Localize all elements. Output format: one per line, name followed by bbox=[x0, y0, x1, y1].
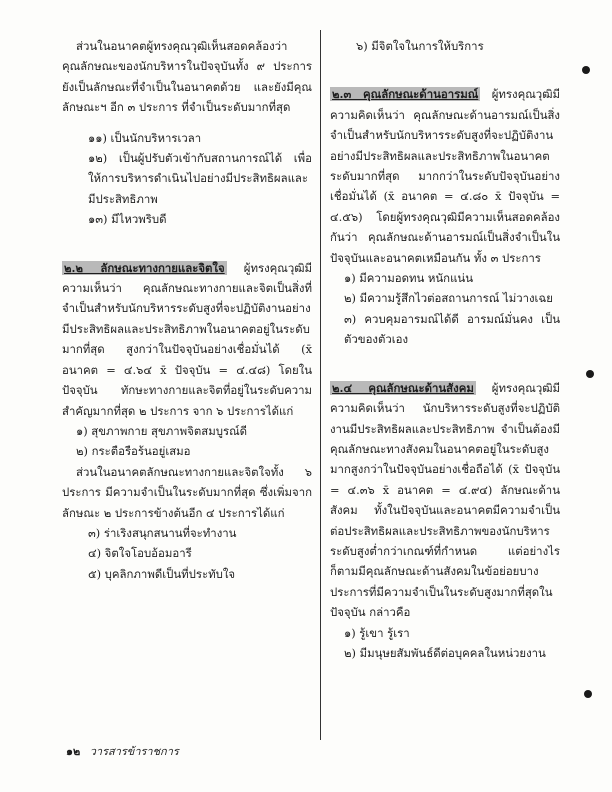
list-item: ๒) มีความรู้สึกไวต่อสถานการณ์ ไม่วางเฉย bbox=[344, 291, 553, 306]
list-item: ๓) ควบคุมอารมณ์ได้ดี อารมณ์มั่นคง เป็นตัวของตัวเอง bbox=[344, 311, 560, 347]
list-item: ๑๑) เป็นนักบริหารเวลา bbox=[88, 130, 202, 145]
section-2-2-paragraph bbox=[62, 258, 312, 421]
list-item: ๑๒) เป็นผู้ปรับตัวเข้ากับสถานการณ์ได้ เพื่อให้การบริหารดำเนินไปอย่างมีประสิทธิผลและมีประสิทธิภาพ bbox=[88, 151, 312, 206]
section-2-3-body: ผู้ทรงคุณวุฒิมีความคิดเห็นว่า คุณลักษณะด้านอารมณ์เป็นสิ่งจำเป็นสำหรับนักบริหารระดับสูงที่จะปฏิบัติงานอย่างมีประสิทธิผลและประสิทธิภาพในอนาคตระดับมากที่สุด มากกว่าในระดับปัจจุบันอย่างเชื่อมั่นได้ (x̄ อนาคต = ๔.๘๐ x̄ ปัจจุบัน = ๔.๕๖) โดยผู้ทรงคุณวุฒิมีความเห็นสอดคล้องกันว่า คุณลักษณะด้านอารมณ์เป็นสิ่งจำเป็นในปัจจุบันและอนาคตเหมือนกัน ทั้ง ๓ ประการ bbox=[330, 87, 560, 265]
section-2-3-paragraph bbox=[330, 84, 560, 268]
list-item: ๕) บุคลิกภาพดีเป็นที่ประทับใจ bbox=[88, 566, 236, 581]
list-item: ๑) มีความอดทน หนักแน่น bbox=[344, 271, 473, 286]
section-heading-2-3: ๒.๓ คุณลักษณะด้านอารมณ์ bbox=[332, 87, 479, 102]
page-number: ๑๒ bbox=[66, 745, 81, 758]
list-item: ๑๓) มีไหวพริบดี bbox=[88, 212, 167, 227]
list-item: ๖) มีจิตใจในการให้บริการ bbox=[356, 39, 484, 53]
paragraph-future-physical: ส่วนในอนาคตลักษณะทางกายและจิตใจทั้ง ๖ ประการ มีความจำเป็นในระดับมากที่สุด ซึ่งเพิ่มจากลักษณะ ๒ ประการข้างต้นอีก ๔ ประการได้แก่ bbox=[62, 464, 312, 520]
list-item: ๔) จิตใจโอบอ้อมอารี bbox=[88, 546, 192, 561]
punch-hole-mark bbox=[586, 370, 594, 378]
list-item: ๑) รู้เขา รู้เรา bbox=[344, 625, 410, 640]
section-heading-2-2: ๒.๒ ลักษณะทางกายและจิตใจ bbox=[64, 260, 225, 275]
section-2-4-body: ผู้ทรงคุณวุฒิมีความคิดเห็นว่า นักบริหารระดับสูงที่จะปฏิบัติงานมีประสิทธิผลและประสิทธิภาพ จำเป็นต้องมีคุณลักษณะทางสังคมในอนาคตอยู่ในระดับสูงมากสูงกว่าในปัจจุบันอย่างเชื่อถือได้ (x̄ ปัจจุบัน = ๔.๓๖ x̄ อนาคต = ๔.๙๔) ลักษณะด้านสังคม ทั้งในปัจจุบันและอนาคตมีความจำเป็นต่อประสิทธิผลและประสิทธิภาพของนักบริหารระดับสูงต่ำกว่าเกณฑ์ที่กำหนด แต่อย่างไรก็ตามมีคุณลักษณะด้านสังคมในข้อย่อยบางประการที่มีความจำเป็นในระดับสูงมากที่สุดในปัจจุบัน กล่าวคือ bbox=[330, 380, 561, 620]
list-item: ๓) ร่าเริงสนุกสนานที่จะทำงาน bbox=[88, 525, 237, 540]
section-2-2-body: ผู้ทรงคุณวุฒิมีความเห็นว่า คุณลักษณะทางกายและจิตเป็นสิ่งที่จำเป็นสำหรับนักบริหารระดับสูงที่จะปฏิบัติงานอย่างมีประสิทธิผลและประสิทธิภาพในอนาคตอยู่ในระดับมากที่สุด สูงกว่าในปัจจุบันอย่างเชื่อมั่นได้ (x̄ อนาคต = ๔.๖๔ x̄ ปัจจุบัน = ๔.๔๘) โดยในปัจจุบัน ทักษะทางกายและจิตที่อยู่ในระดับความสำคัญมากที่สุด ๒ ประการ จาก ๖ ประการได้แก่ bbox=[62, 260, 313, 418]
list-item: ๒) มีมนุษยสัมพันธ์ดีต่อบุคคลในหน่วยงาน bbox=[344, 645, 546, 660]
section-2-4-paragraph bbox=[330, 378, 560, 623]
list-item: ๒) กระตือรือร้นอยู่เสมอ bbox=[76, 444, 191, 459]
list-item: ๑) สุขภาพกาย สุขภาพจิตสมบูรณ์ดี bbox=[76, 423, 248, 438]
journal-name: วารสารข้าราชการ bbox=[89, 745, 179, 758]
punch-hole-mark bbox=[582, 66, 590, 74]
right-column bbox=[330, 36, 560, 663]
paragraph-future-traits: ส่วนในอนาคตผู้ทรงคุณวุฒิเห็นสอดคล้องว่า คุณลักษณะของนักบริหารในปัจจุบันทั้ง ๙ ประการ ยังเป็นลักษณะที่จำเป็นในอนาคตด้วย และยังมีคุณลักษณะฯ อีก ๓ ประการ ที่จำเป็นระดับมากที่สุด bbox=[62, 39, 312, 115]
column-divider bbox=[320, 30, 321, 740]
left-column bbox=[62, 36, 312, 584]
punch-hole-mark bbox=[584, 690, 592, 698]
page-footer bbox=[66, 742, 179, 760]
section-heading-2-4: ๒.๔ คุณลักษณะด้านสังคม bbox=[332, 380, 474, 395]
